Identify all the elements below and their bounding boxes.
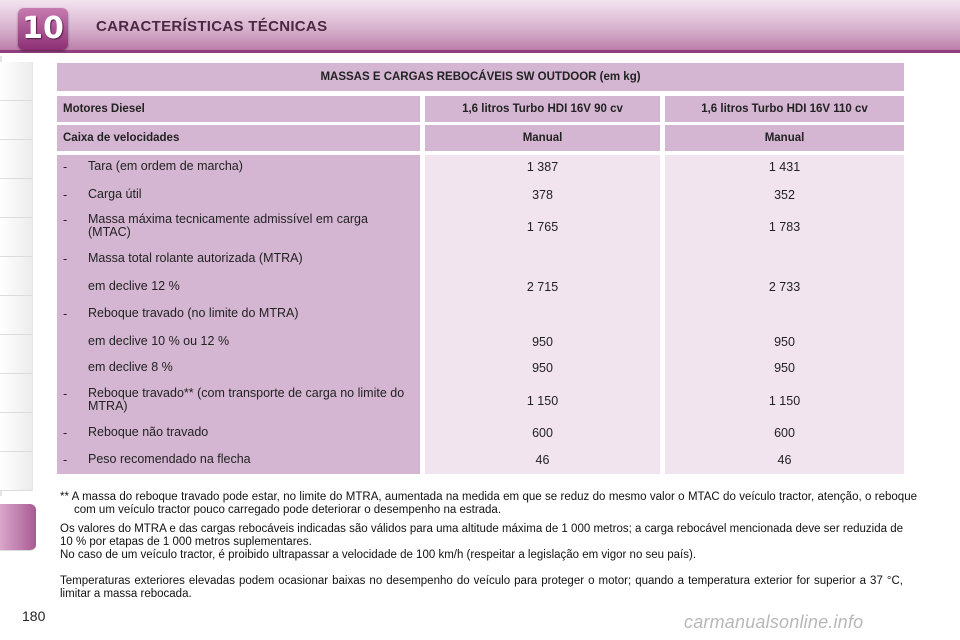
watermark: carmanualsonline.info [684, 612, 864, 632]
row-value-110cv: 950 [774, 361, 795, 375]
row-value-110cv: 950 [774, 335, 795, 349]
row-label: em declive 10 % ou 12 % [88, 334, 230, 348]
gearbox-90cv: Manual [425, 125, 660, 151]
row-value-90cv: 950 [532, 361, 553, 375]
table-title: MASSAS E CARGAS REBOCÁVEIS SW OUTDOOR (em kg) [57, 63, 904, 91]
row-label: Massa total rolante autorizada (MTRA) [88, 251, 303, 265]
row-value-110cv: 46 [777, 453, 792, 467]
row-label: Tara (em ordem de marcha) [88, 159, 243, 173]
chapter-tab-2[interactable] [0, 101, 33, 140]
row-bullet: - [63, 213, 68, 227]
row-value-110cv: 352 [774, 188, 795, 202]
row-value-90cv: 950 [532, 335, 553, 349]
engine-label: Motores Diesel [57, 96, 420, 122]
chapter-tab-1[interactable] [0, 62, 33, 101]
row-bullet: - [63, 188, 68, 202]
row-bullet: - [63, 453, 68, 467]
note-altitude: Os valores do MTRA e das cargas rebocáveis indicadas são válidos para uma altitude máxima de 1 000 metros; a carga rebocável mencionada deve ser reduzida de 10 % por etapas de 1 000 metros suplementares. [60, 523, 903, 548]
row-value-90cv: 1 387 [526, 160, 559, 174]
chapter-tab-4[interactable] [0, 179, 33, 218]
chapter-tab-10[interactable] [0, 413, 33, 452]
row-bullet: - [63, 160, 68, 174]
row-label: Massa máxima tecnicamente admissível em carga (MTAC) [88, 212, 368, 239]
row-value-90cv: 600 [532, 426, 553, 440]
chapter-number: 10 [22, 11, 64, 46]
gearbox-label: Caixa de velocidades [57, 125, 420, 151]
row-bullet: - [63, 426, 68, 440]
row-value-90cv: 2 715 [526, 280, 559, 294]
row-bullet: - [63, 307, 68, 321]
chapter-tab-active[interactable] [0, 504, 36, 551]
row-value-90cv: 1 150 [526, 394, 559, 408]
row-label: em declive 12 % [88, 279, 180, 293]
note-temperature: Temperaturas exteriores elevadas podem ocasionar baixas no desempenho do veículo para proteger o motor; quando a temperatura exterior for superior a 37 °C, limitar a massa rebocada. [60, 575, 903, 600]
note-speed: No caso de um veículo tractor, é proibido ultrapassar a velocidade de 100 km/h (respeitar a legislação em vigor no seu país). [60, 549, 697, 561]
row-label: Carga útil [88, 187, 142, 201]
chapter-tab-5[interactable] [0, 218, 33, 257]
engine-110cv: 1,6 litros Turbo HDI 16V 110 cv [665, 96, 904, 122]
row-label: Peso recomendado na flecha [88, 452, 251, 466]
chapter-tab-3[interactable] [0, 140, 33, 179]
engine-90cv: 1,6 litros Turbo HDI 16V 90 cv [425, 96, 660, 122]
row-value-110cv: 1 783 [768, 220, 801, 234]
row-bullet: - [63, 252, 68, 266]
page-number: 180 [22, 608, 46, 624]
chapter-tab-7[interactable] [0, 296, 33, 335]
row-value-110cv: 2 733 [768, 280, 801, 294]
row-label: Reboque travado** (com transporte de carga no limite do MTRA) [88, 386, 405, 413]
row-value-110cv: 600 [774, 426, 795, 440]
chapter-tab-8[interactable] [0, 335, 33, 374]
chapter-tab-11[interactable] [0, 452, 33, 491]
chapter-tab-6[interactable] [0, 257, 33, 296]
row-label: em declive 8 % [88, 360, 173, 374]
chapter-tab-9[interactable] [0, 374, 33, 413]
row-value-110cv: 1 150 [768, 394, 801, 408]
row-value-110cv: 1 431 [768, 160, 801, 174]
gearbox-110cv: Manual [665, 125, 904, 151]
row-label: Reboque não travado [88, 425, 209, 439]
row-value-90cv: 46 [535, 453, 550, 467]
row-label: Reboque travado (no limite do MTRA) [88, 306, 299, 320]
row-value-90cv: 1 765 [526, 220, 559, 234]
page-title: CARACTERÍSTICAS TÉCNICAS [96, 18, 328, 35]
footnote: ** A massa do reboque travado pode estar, no limite do MTRA, aumentada na medida em que se reduz do mesmo valor o MTAC do veículo tractor, atenção, o reboque com um veículo tractor pouco carregado pode deteriorar o desempenho na estrada. [60, 491, 917, 516]
header-divider [0, 50, 960, 53]
row-bullet: - [63, 387, 68, 401]
row-value-90cv: 378 [532, 188, 553, 202]
